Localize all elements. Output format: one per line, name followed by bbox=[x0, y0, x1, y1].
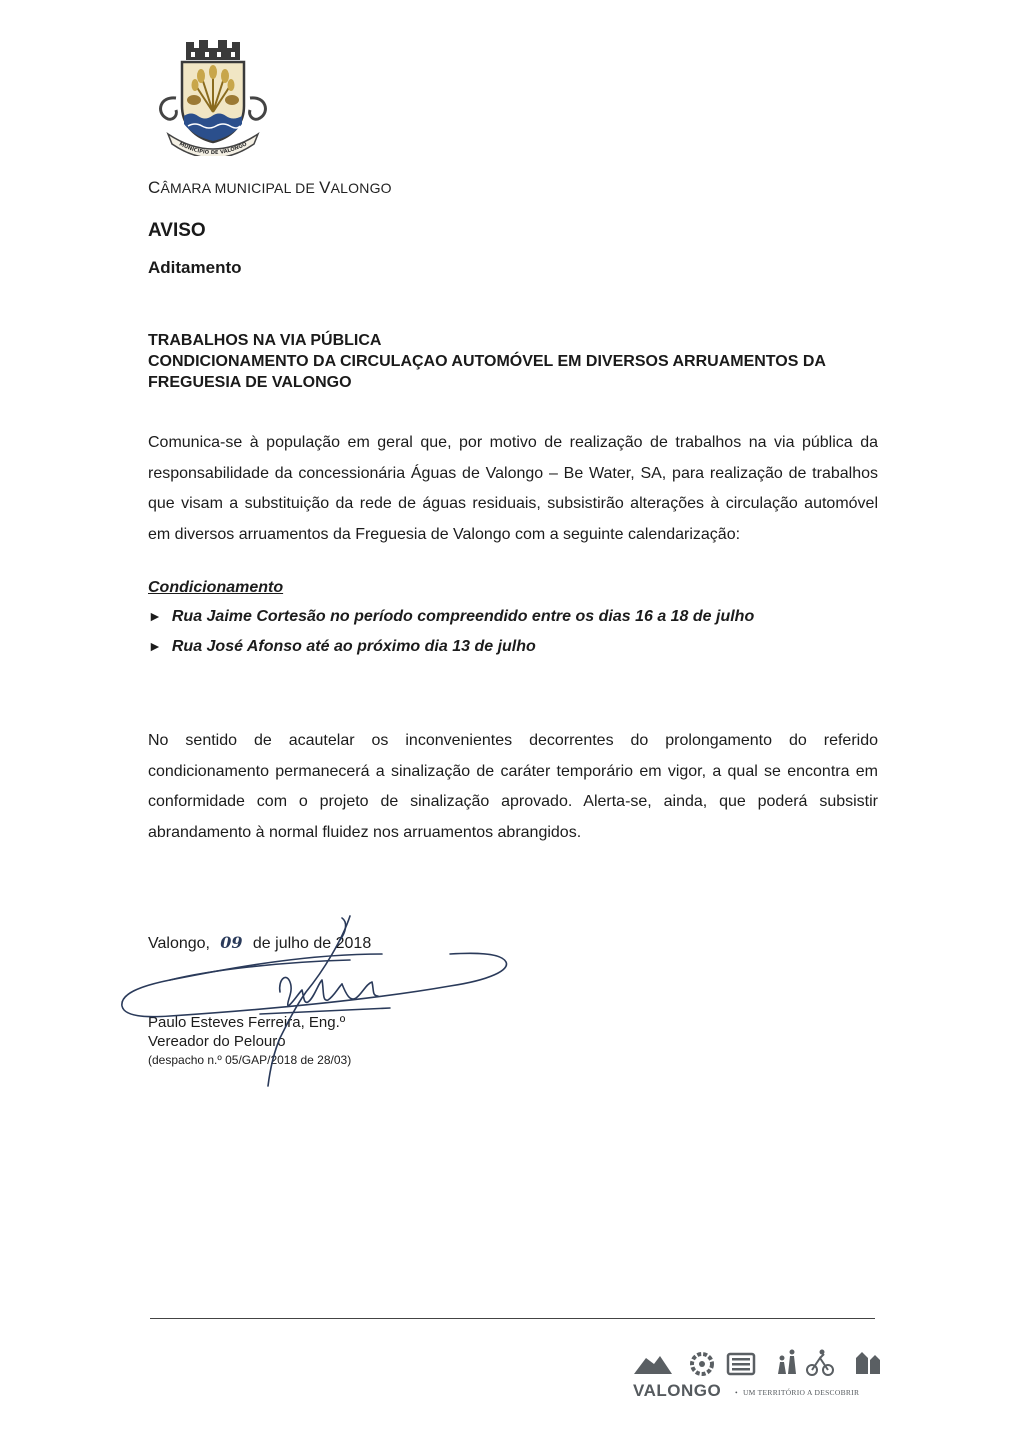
municipal-crest-logo bbox=[150, 38, 276, 156]
headline-line: TRABALHOS NA VIA PÚBLICA bbox=[148, 332, 382, 349]
date-day: 09 bbox=[220, 933, 243, 952]
conditioning-heading: Condicionamento bbox=[148, 579, 284, 596]
date-line bbox=[148, 933, 371, 953]
headline-line: CONDICIONAMENTO DA CIRCULAÇAO AUTOMÓVEL EM DIVERSOS ARRUAMENTOS DA bbox=[148, 353, 826, 370]
crest-motto-text: MUNICÍPIO DE VALONGO bbox=[178, 141, 248, 156]
footer-divider bbox=[150, 1318, 875, 1319]
body-paragraph-intro: Comunica-se à população em geral que, por motivo de realização de trabalhos na via pública da responsabilidade da concessionária Águas de Valongo – Be Water, SA, para realização de trabalhos que visam a substituição da rede de águas residuais, subsistirão alterações à circulação automóvel em diversos arruamentos da Freguesia de Valongo com a seguinte calendarização: bbox=[148, 434, 878, 543]
footer-brand-name: VALONGO bbox=[633, 1381, 722, 1400]
organization-name: CÂMARA MUNICIPAL DE VALONGO bbox=[148, 178, 392, 197]
signatory-reference: (despacho n.º 05/GAP/2018 de 28/03) bbox=[148, 1053, 352, 1067]
list-item-text: Rua Jaime Cortesão no período compreendido entre os dias 16 a 18 de julho bbox=[171, 608, 755, 625]
signatory-name: Paulo Esteves Ferreira, Eng.º bbox=[148, 1014, 346, 1031]
buildings-icon bbox=[856, 1352, 880, 1374]
triangle-bullet-icon: ► bbox=[148, 608, 162, 624]
notice-subtitle: Aditamento bbox=[148, 258, 242, 277]
date-rest: de julho de 2018 bbox=[252, 935, 372, 952]
list-item-text: Rua José Afonso até ao próximo dia 13 de julho bbox=[171, 638, 536, 655]
mountain-icon bbox=[634, 1356, 672, 1374]
list-item bbox=[148, 638, 536, 656]
notice-headline bbox=[148, 330, 888, 393]
signatory-role: Vereador do Pelouro bbox=[148, 1033, 286, 1050]
date-place: Valongo, bbox=[148, 935, 210, 952]
footer-tagline: • UM TERRITÓRIO A DESCOBRIR bbox=[735, 1388, 860, 1397]
body-paragraph-notice: No sentido de acautelar os inconvenientes decorrentes do prolongamento do referido condicionamento permanecerá a sinalização de caráter temporário em vigor, a qual se encontra em conformidade com o projeto de sinalização aprovado. Alerta-se, ainda, que poderá subsistir abrandamento à normal fluidez nos arruamentos abrangidos. bbox=[148, 732, 878, 841]
notice-label: AVISO bbox=[148, 220, 206, 241]
headline-line: FREGUESIA DE VALONGO bbox=[148, 374, 352, 391]
triangle-bullet-icon: ► bbox=[148, 638, 162, 654]
list-item bbox=[148, 608, 754, 626]
